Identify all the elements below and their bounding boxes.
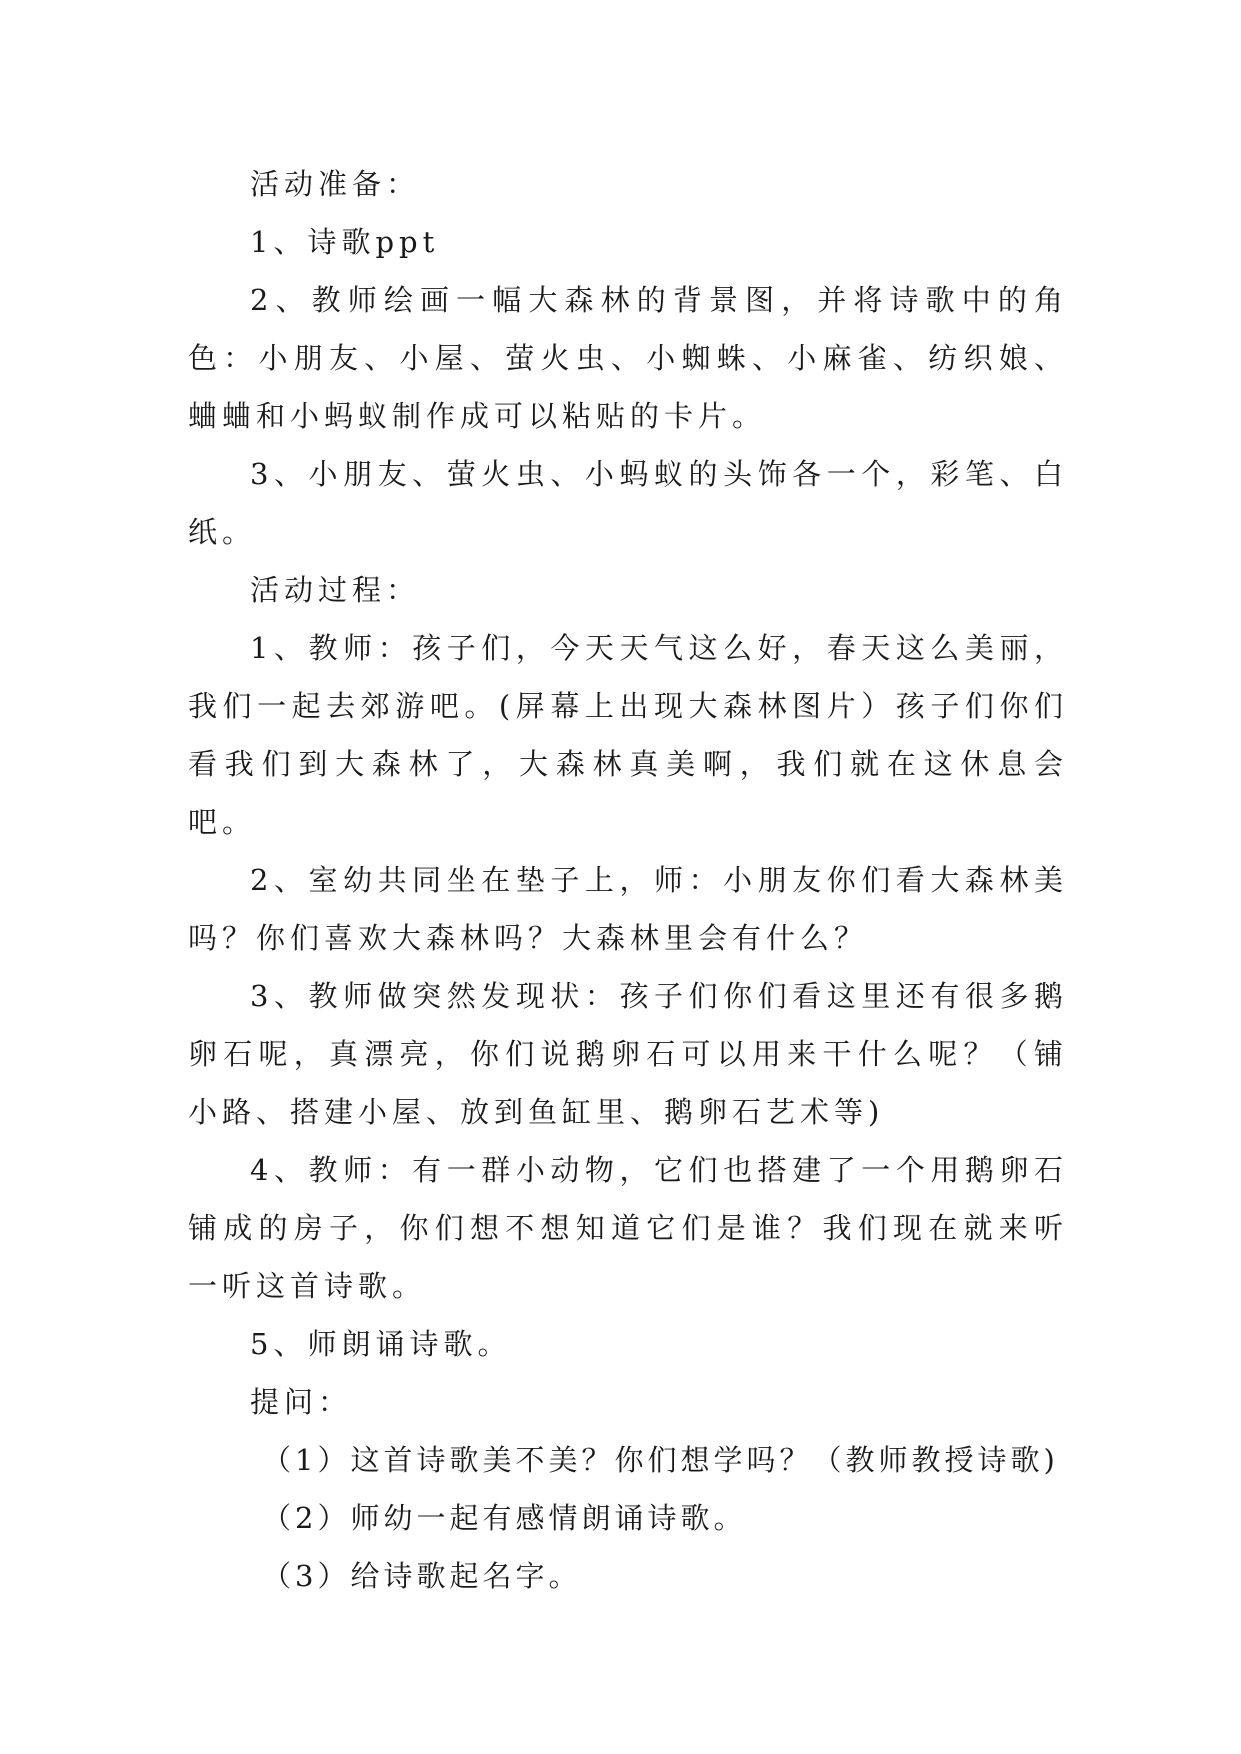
preparation-item-2: 2、教师绘画一幅大森林的背景图，并将诗歌中的角色：小朋友、小屋、萤火虫、小蜘蛛、小麻雀、纺织娘、蛐蛐和小蚂蚁制作成可以粘贴的卡片。 [188, 283, 1068, 433]
preparation-item-3: 3、小朋友、萤火虫、小蚂蚁的头饰各一个，彩笔、白纸。 [188, 457, 1068, 549]
question-1: （1）这首诗歌美不美？你们想学吗？（教师教授诗歌) [262, 1443, 1059, 1477]
process-step-2: 2、室幼共同坐在垫子上，师：小朋友你们看大森林美吗？你们喜欢大森林吗？大森林里会有什么？ [188, 863, 1068, 955]
heading-process: 活动过程： [250, 573, 421, 607]
question-3: （3）给诗歌起名字。 [262, 1559, 582, 1593]
heading-preparation: 活动准备： [250, 167, 421, 201]
questions-heading: 提问： [250, 1385, 353, 1419]
preparation-item-1: 1、诗歌ppt [250, 225, 440, 259]
document-body [188, 155, 1068, 1605]
process-step-5: 5、师朗诵诗歌。 [250, 1327, 512, 1361]
process-step-3: 3、教师做突然发现状：孩子们你们看这里还有很多鹅卵石呢，真漂亮，你们说鹅卵石可以用来干什么呢？（铺小路、搭建小屋、放到鱼缸里、鹅卵石艺术等) [188, 979, 1068, 1129]
process-step-1: 1、教师：孩子们，今天天气这么好，春天这么美丽，我们一起去郊游吧。(屏幕上出现大森林图片）孩子们你们看我们到大森林了，大森林真美啊，我们就在这休息会吧。 [188, 631, 1068, 839]
process-step-4: 4、教师：有一群小动物，它们也搭建了一个用鹅卵石铺成的房子，你们想不想知道它们是谁？我们现在就来听一听这首诗歌。 [188, 1153, 1068, 1303]
question-2: （2）师幼一起有感情朗诵诗歌。 [262, 1501, 747, 1535]
